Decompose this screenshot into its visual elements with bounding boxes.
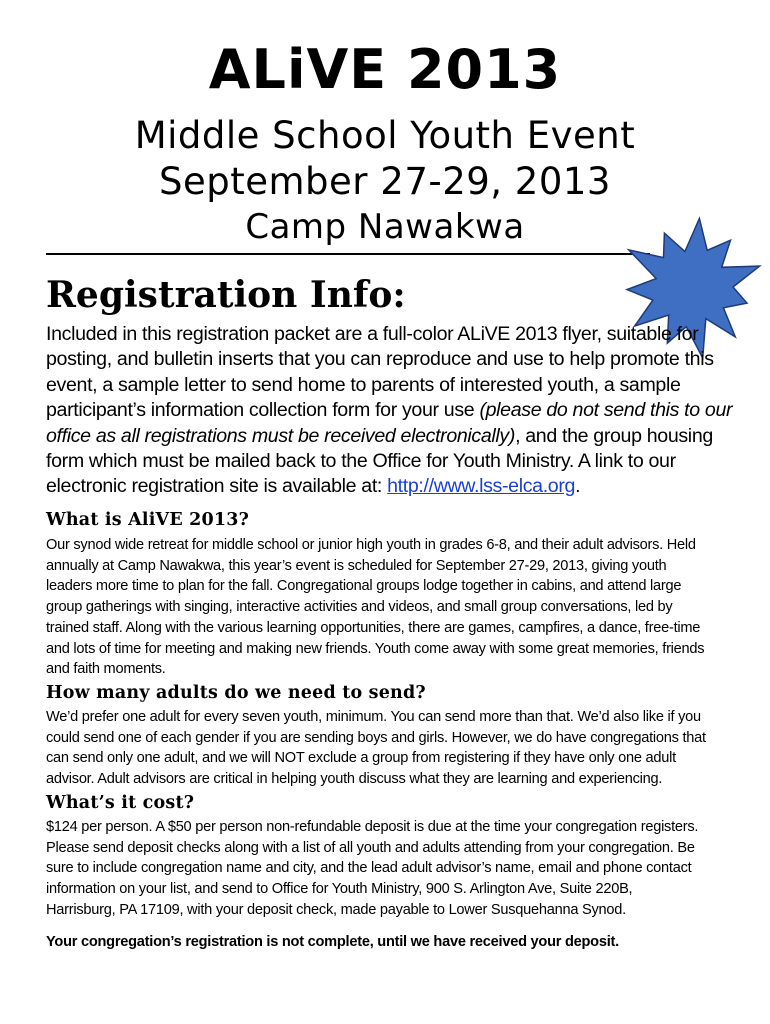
header-divider xyxy=(46,253,650,255)
body-line: information on your list, and send to Office for Youth Ministry, 900 S. Arlington Ave, Suite 220B, xyxy=(46,881,633,898)
body-line: can send only one adult, and we will NOT exclude a group from registering if they have only one adult xyxy=(46,750,676,767)
body-line: could send one of each gender if you are sending boys and girls. However, we do have congregations that xyxy=(46,729,706,746)
adults-needed-heading: How many adults do we need to send? xyxy=(46,683,426,703)
body-line: and lots of time for meeting and making new friends. Youth come away with some great memories, friends xyxy=(46,640,705,657)
registration-heading: Registration Info: xyxy=(46,274,406,316)
event-title: ALiVE 2013 xyxy=(208,38,562,101)
body-line: Please send deposit checks along with a list of all youth and adults attending from your congregation. Be xyxy=(46,839,695,856)
body-line: trained staff. Along with the various learning opportunities, there are games, campfires, a dance, free-time xyxy=(46,619,701,636)
intro-line: Included in this registration packet are a full-color ALiVE 2013 flyer, suitable for xyxy=(46,323,699,345)
intro-text: . xyxy=(575,475,581,498)
intro-line xyxy=(46,424,718,449)
registration-site-link[interactable]: http://www.lss-elca.org xyxy=(387,475,576,498)
intro-italic-note: (please do not send this to our xyxy=(479,399,733,422)
intro-text: , and the group housing xyxy=(515,424,713,447)
cost-heading: What’s it cost? xyxy=(46,793,195,813)
intro-line: event, a sample letter to send home to parents of interested youth, a sample xyxy=(46,373,681,396)
what-is-alive-body xyxy=(46,535,736,680)
intro-text: participant’s information collection form for your use xyxy=(46,399,480,422)
adults-needed-body xyxy=(46,707,736,790)
body-line: and faith moments. xyxy=(46,661,166,678)
event-location: Camp Nawakwa xyxy=(245,207,525,247)
cost-body xyxy=(46,817,736,921)
body-line: Our synod wide retreat for middle school or junior high youth in grades 6-8, and their adult advisors. Held xyxy=(46,537,696,553)
event-subtitle: Middle School Youth Event xyxy=(134,114,636,157)
intro-line xyxy=(46,474,718,499)
intro-line: posting, and bulletin inserts that you can reproduce and use to help promote this xyxy=(46,348,714,371)
body-line: sure to include congregation name and city, and the lead adult advisor’s name, email and phone contact xyxy=(46,860,692,877)
body-line: leaders more time to plan for the fall. Congregational groups lodge together in cabins, and attend large xyxy=(46,578,682,595)
body-line: advisor. Adult advisors are critical in helping youth discuss what they are learning and experiencing. xyxy=(46,771,663,788)
body-line: Harrisburg, PA 17109, with your deposit check, made payable to Lower Susquehanna Synod. xyxy=(46,901,626,918)
intro-text: electronic registration site is available at: xyxy=(46,475,388,498)
body-line: group gatherings with singing, interactive activities and videos, and small group conversations, led by xyxy=(46,599,673,616)
body-line: annually at Camp Nawakwa, this year’s event is scheduled for September 27-29, 2013, giving youth xyxy=(46,557,667,574)
deposit-notice: Your congregation’s registration is not complete, until we have received your deposit. xyxy=(46,934,619,950)
registration-intro xyxy=(46,322,733,500)
intro-italic-note: office as all registrations must be received electronically) xyxy=(46,424,516,447)
body-line: $124 per person. A $50 per person non-refundable deposit is due at the time your congregation registers. xyxy=(46,819,699,835)
body-line: We’d prefer one adult for every seven youth, minimum. You can send more than that. We’d also like if you xyxy=(46,709,701,725)
event-dates: September 27-29, 2013 xyxy=(159,160,611,203)
what-is-alive-heading: What is AliVE 2013? xyxy=(46,510,250,530)
intro-line: form which must be mailed back to the Office for Youth Ministry. A link to our xyxy=(46,450,676,473)
intro-line xyxy=(46,398,733,423)
